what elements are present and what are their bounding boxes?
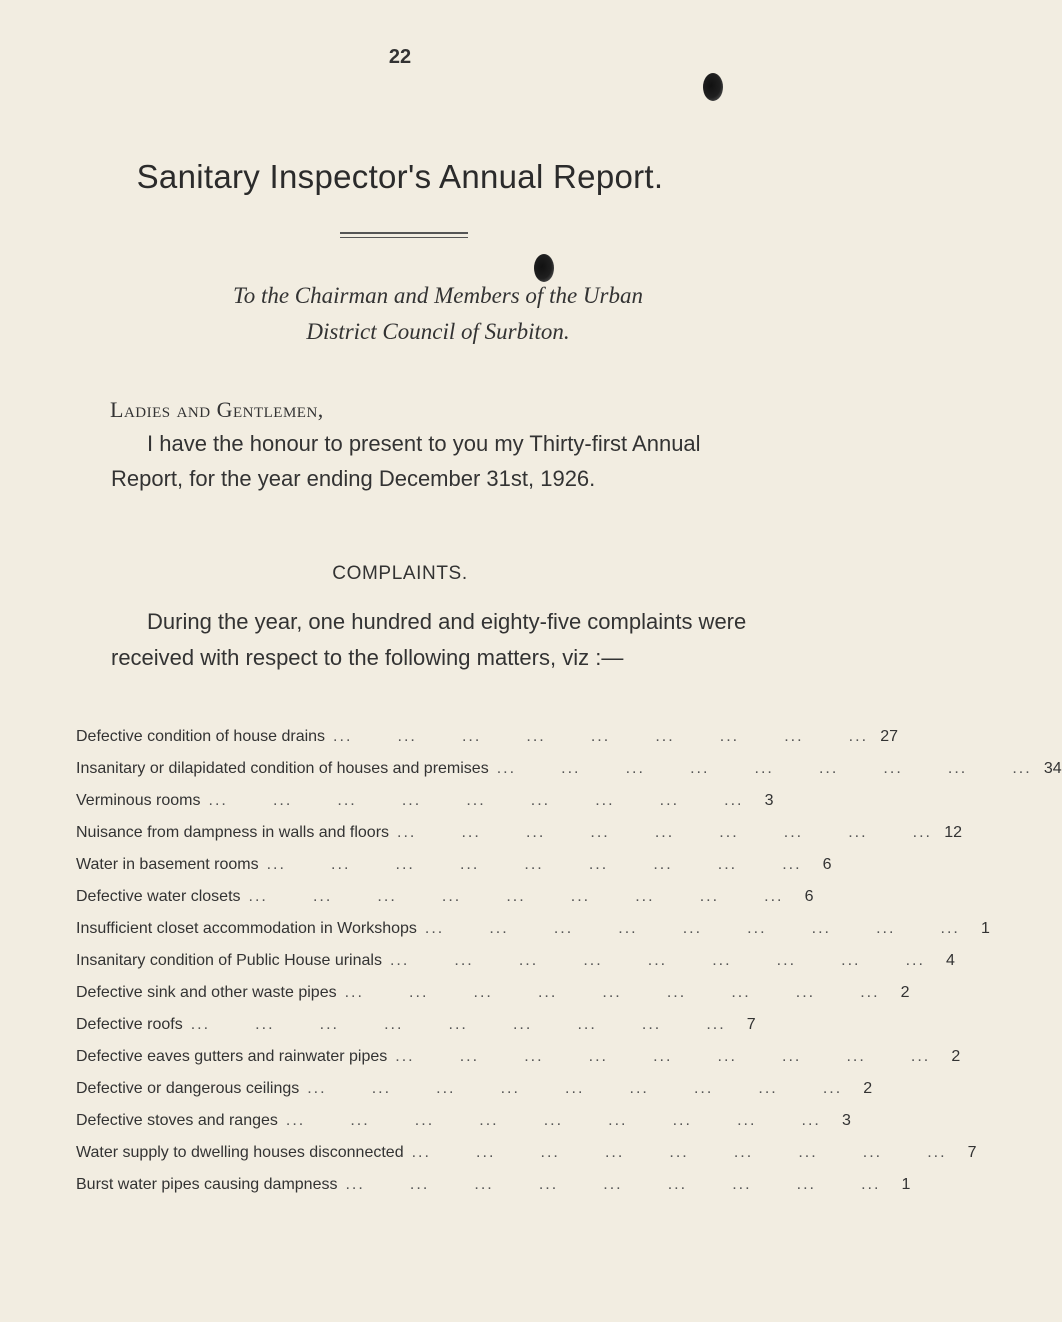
complaint-label: Water in basement rooms [76,856,259,873]
complaint-count: 1 [901,1176,911,1193]
dot-leader [278,1112,829,1130]
complaint-count: 3 [764,792,774,809]
complaint-row [76,760,1062,792]
complaint-row [76,1144,977,1176]
complaint-label: Defective roofs [76,1016,183,1033]
complaint-label: Defective eaves gutters and rainwater pipes [76,1048,388,1065]
dot-leader [337,1176,888,1194]
addressee-line-1: To the Chairman and Members of the Urban [233,283,643,308]
complaint-count: 3 [841,1112,851,1129]
complaint-label: Insanitary or dilapidated condition of houses and premises [76,760,489,777]
complaints-list [76,728,1062,1208]
complaint-row [76,792,774,824]
complaint-label: Verminous rooms [76,792,201,809]
dot-leader [417,920,968,938]
dot-leader [389,824,940,842]
intro-paragraph: I have the honour to present to you my Thirty-first Annual Report, for the year ending December 31st, 1926. [111,431,701,491]
complaint-count: 4 [946,952,955,969]
complaint-label: Insufficient closet accommodation in Workshops [76,920,417,937]
dot-leader [259,856,810,874]
punch-hole-top [703,73,723,101]
complaint-label: Defective condition of house drains [76,728,326,745]
greeting: Ladies and Gentlemen, [110,397,324,422]
dot-leader [337,984,888,1002]
dot-leader [201,792,752,810]
complaint-count: 1 [980,920,990,937]
complaint-label: Insanitary condition of Public House urinals [76,952,382,969]
complaint-row [76,824,962,856]
complaint-count: 7 [967,1144,977,1161]
complaint-count: 2 [863,1080,873,1097]
addressee [118,278,758,350]
complaint-row [76,1112,851,1144]
complaint-count: 6 [822,856,832,873]
dot-leader [387,1048,938,1066]
complaint-label: Defective water closets [76,888,241,905]
complaint-row [76,1080,873,1112]
complaint-row [76,1176,911,1208]
complaint-row [76,888,814,920]
dot-leader [404,1144,955,1162]
complaint-count: 2 [951,1048,961,1065]
title-divider [340,232,468,238]
dot-leader [183,1016,734,1034]
complaint-row [76,1048,961,1080]
complaint-label: Defective sink and other waste pipes [76,984,337,1001]
complaint-count: 6 [804,888,814,905]
complaints-lead-paragraph: During the year, one hundred and eighty-five complaints were received with respect to the following matters, viz :— [111,609,747,670]
dot-leader [299,1080,850,1098]
complaints-heading: COMPLAINTS. [332,563,468,584]
complaint-count: 34 [1043,760,1062,777]
dot-leader [325,728,876,746]
page-number: 22 [388,46,412,68]
complaint-label: Defective or dangerous ceilings [76,1080,300,1097]
complaint-row [76,952,955,984]
complaint-label: Nuisance from dampness in walls and floors [76,824,390,841]
dot-leader [489,760,1040,778]
complaint-count: 2 [900,984,910,1001]
dot-leader [241,888,792,906]
dot-leader [382,952,933,970]
addressee-line-2: District Council of Surbiton. [306,319,570,344]
complaint-count: 7 [746,1016,756,1033]
report-title: Sanitary Inspector's Annual Report. [136,158,664,195]
complaint-row [76,920,990,952]
complaint-row [76,984,910,1016]
complaint-label: Water supply to dwelling houses disconnected [76,1144,404,1161]
complaint-label: Defective stoves and ranges [76,1112,278,1129]
complaint-row [76,1016,756,1048]
complaint-count: 27 [880,728,899,745]
complaint-label: Burst water pipes causing dampness [76,1176,338,1193]
complaint-row [76,728,899,760]
complaint-row [76,856,832,888]
complaint-count: 12 [944,824,962,841]
